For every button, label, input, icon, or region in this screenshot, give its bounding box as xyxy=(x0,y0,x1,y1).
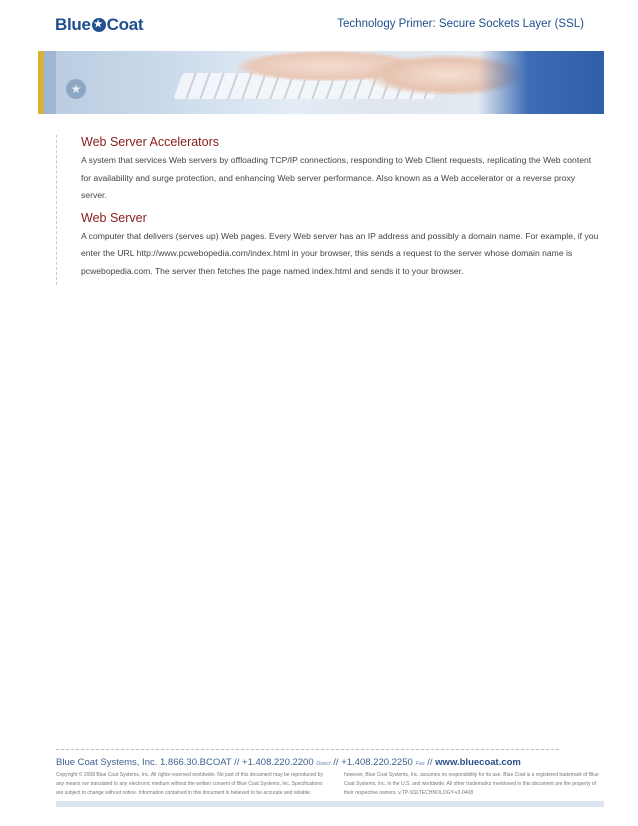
header-banner-image xyxy=(38,51,604,114)
sleeve-image xyxy=(478,51,604,114)
footer-bar xyxy=(56,801,604,807)
logo-text-coat: Coat xyxy=(106,15,144,34)
trademark-text: however, Blue Coat Systems, Inc. assumes no responsibility for its use. Blue Coat is a registered trademark of Blue Coat Systems, Inc. in the U.S. and worldwide. All other trademarks mentioned in this document are the property of their respective owners. v.TP-SSLTECHNOLOGY-v2-0408 xyxy=(344,772,599,796)
copyright-text: Copyright © 2008 Blue Coat Systems, Inc. All rights reserved worldwide. No part of this document may be reproduced by any means nor translated to any electronic medium without the written consent of Blue Coat Systems, Inc. Specifications are subject to change without notice. Information contained in this document is believed to be accurate and reliable, xyxy=(56,772,323,796)
logo-text-blue: Blue xyxy=(55,15,91,34)
glossary-term: Web Server xyxy=(81,210,147,225)
glossary-term: Web Server Accelerators xyxy=(81,135,220,149)
glossary-content xyxy=(56,135,602,285)
glossary-definition: A system that services Web servers by offloading TCP/IP connections, responding to Web Client requests, replicating the Web content for availability and surge protection, and enhancing Web server performance. Also known as a Web accelerator or a reverse proxy server. xyxy=(81,155,592,200)
website-link[interactable]: www.bluecoat.com xyxy=(435,757,521,768)
fax-label: Fax xyxy=(415,761,425,767)
footer-contact xyxy=(56,757,521,768)
separator: // xyxy=(427,757,433,768)
banner-accent-strip-secondary xyxy=(44,51,56,114)
footer-divider xyxy=(56,749,559,750)
direct-label: Direct xyxy=(316,761,331,767)
document-title: Technology Primer: Secure Sockets Layer (SSL) xyxy=(337,18,584,30)
glossary-definition: A computer that delivers (serves up) Web pages. Every Web server has an IP address and possibly a domain name. For example, if you enter the URL http://www.pcwebopedia.com/index.html in your browser, this sends a request to the server whose domain name is pcwebopedia.com. The server then fetches the page named index.html and sends it to your browser. xyxy=(81,230,599,276)
bluecoat-logo xyxy=(55,15,143,35)
fax-number: +1.408.220.2250 xyxy=(341,757,413,768)
glossary-entry-web-server xyxy=(81,211,601,281)
contact-main: Blue Coat Systems, Inc. 1.866.30.BCOAT // +1.408.220.2200 xyxy=(56,757,314,768)
star-badge-icon xyxy=(92,18,106,32)
separator: // xyxy=(333,757,339,768)
glossary-entry-web-server-accelerators xyxy=(81,135,601,205)
star-badge-icon: ★ xyxy=(66,79,86,99)
